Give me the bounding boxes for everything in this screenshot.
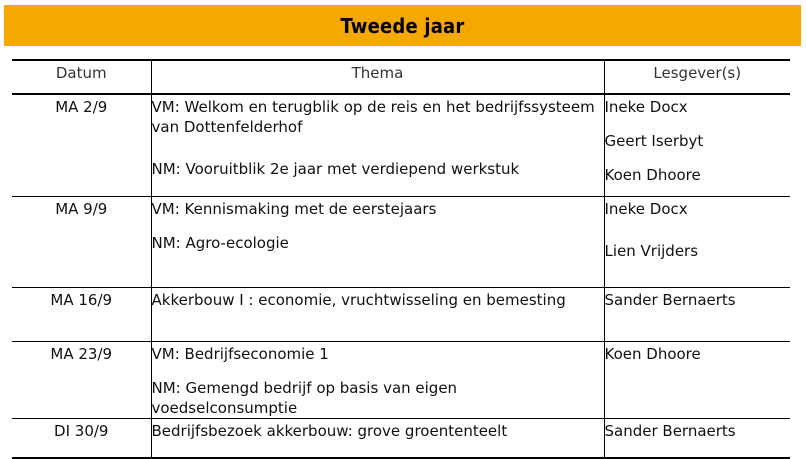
row-date: MA 16/9 [12, 287, 151, 341]
row-teachers [604, 196, 790, 287]
teacher-name: Lien Vrijders [604, 241, 699, 260]
title-banner [4, 5, 801, 46]
theme-line: VM: Bedrijfseconomie 1 [151, 344, 329, 363]
header-date: Datum [12, 60, 151, 94]
header-teacher: Lesgever(s) [604, 60, 790, 94]
page-title: Tweede jaar [340, 13, 465, 38]
teacher-name: Ineke Docx [604, 199, 688, 218]
row-theme [151, 341, 604, 418]
row-teachers [604, 287, 790, 341]
row-theme [151, 418, 604, 458]
row-theme [151, 196, 604, 287]
row-date: MA 23/9 [12, 341, 151, 418]
row-date: MA 2/9 [12, 94, 151, 196]
row-teachers [604, 341, 790, 418]
teacher-name: Sander Bernaerts [604, 290, 736, 309]
table-row [12, 196, 790, 287]
row-theme [151, 287, 604, 341]
table-row [12, 287, 790, 341]
header-theme: Thema [151, 60, 604, 94]
table-header-row [12, 60, 790, 94]
teacher-name: Koen Dhoore [604, 344, 701, 363]
theme-line: Akkerbouw I : economie, vruchtwisseling en bemesting [151, 290, 566, 309]
schedule-table [12, 59, 790, 459]
teacher-name: Sander Bernaerts [604, 421, 736, 440]
theme-line: Bedrijfsbezoek akkerbouw: grove groententeelt [151, 421, 508, 440]
theme-line: NM: Agro-ecologie [151, 233, 289, 252]
row-teachers [604, 418, 790, 458]
table-row [12, 94, 790, 196]
theme-line: NM: Vooruitblik 2e jaar met verdiepend werkstuk [151, 160, 520, 178]
table-row [12, 418, 790, 458]
table-row [12, 341, 790, 418]
theme-line: VM: Kennismaking met de eerstejaars [151, 199, 437, 218]
row-teachers [604, 94, 790, 196]
theme-line: VM: Welkom en terugblik op de reis en het bedrijfssysteem van Dottenfelderhof [151, 98, 595, 136]
teacher-name: Geert Iserbyt [604, 132, 704, 150]
teacher-name: Ineke Docx [604, 98, 688, 116]
theme-line: NM: Gemengd bedrijf op basis van eigen voedselconsumptie [151, 378, 458, 417]
teacher-name: Koen Dhoore [604, 166, 701, 184]
row-theme [151, 94, 604, 196]
row-date: MA 9/9 [12, 196, 151, 287]
row-date: DI 30/9 [12, 418, 151, 458]
